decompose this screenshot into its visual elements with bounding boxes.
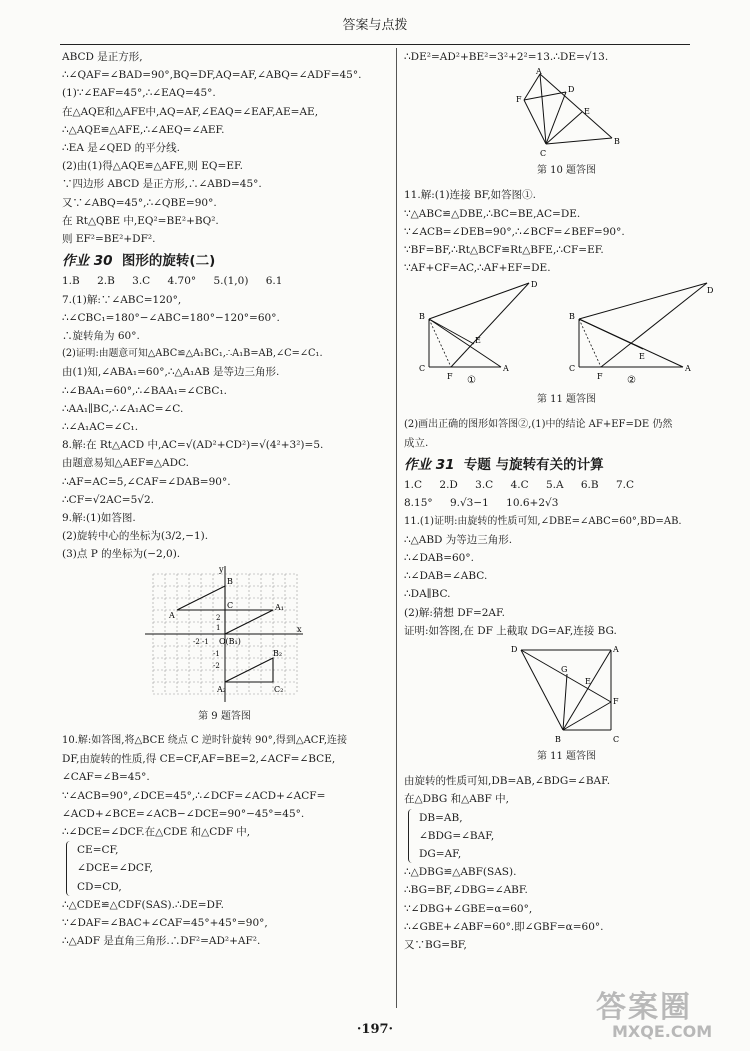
point-label: A₁ [274, 602, 284, 612]
brace-line: CD=CD, [77, 880, 122, 893]
brace-line: ∠DCE=∠DCF, [77, 862, 153, 875]
text-line: ∴BG=BF,∠DBG=∠ABF. [404, 884, 528, 897]
watermark-logo: 答案圈 [596, 990, 692, 1025]
text-line: ∴∠BAA₁=60°,∴∠BAA₁=∠CBC₁. [62, 384, 228, 397]
figure-caption: 第 11 题答图 [536, 751, 597, 763]
figure-9-grid [145, 566, 305, 706]
point-label: E [584, 677, 591, 687]
text-line: ∴∠DAB=60°. [404, 552, 474, 565]
point-label: E [474, 336, 481, 346]
text-line: ∴EA 是∠QED 的平分线. [62, 142, 180, 155]
text-line: ∵∠DAF=∠BAC+∠CAF=45°+45°=90°, [62, 916, 268, 929]
point-label: O(B₁) [218, 636, 241, 646]
tick-label: 1 [215, 623, 220, 632]
text-line: 10.解:如答图,将△BCE 绕点 C 逆时针旋转 90°,得到△ACF,连接 [62, 734, 348, 746]
point-label: D [706, 286, 713, 296]
text-line: 8.解:在 Rt△ACD 中,AC=√(AD²+CD²)=√(4²+3²)=5. [62, 439, 324, 452]
point-label: A [612, 645, 619, 655]
text-line: ∴△AQE≌△AFE,∴∠AEQ=∠AEF. [62, 123, 225, 136]
text-line: ∴△ABD 为等边三角形. [404, 533, 513, 546]
point-label: A [684, 364, 691, 374]
text-line: (2)画出正确的图形如答图②,(1)中的结论 AF+EF=DE 仍然 [404, 418, 673, 430]
text-line: ∴DA∥BC. [404, 588, 451, 601]
text-line: ∴△DBG≌△ABF(SAS). [404, 866, 517, 879]
text-line: (1)∵∠EAF=45°,∴∠EAQ=45°. [62, 87, 216, 100]
homework-title: 专题 与旋转有关的计算 [463, 457, 604, 474]
homework-label: 作业 30 [62, 253, 113, 270]
text-line: 由(1)知,∠ABA₁=60°,∴△A₁AB 是等边三角形. [62, 366, 280, 379]
page-header [60, 0, 690, 45]
equation-brace [66, 841, 387, 896]
point-label: D [567, 85, 574, 95]
point-label: C [418, 364, 425, 374]
point-label: F [515, 95, 522, 105]
point-label: A₂ [216, 684, 226, 694]
point-label: C [539, 149, 546, 159]
homework-30-heading [62, 252, 387, 270]
point-label: B [554, 735, 561, 745]
text-line: 成立. [404, 436, 429, 449]
text-line: (2)旋转中心的坐标为(3/2,−1). [62, 530, 209, 543]
text-line: ∴∠DCE=∠DCF.在△CDE 和△CDF 中, [62, 825, 251, 838]
homework-label: 作业 31 [404, 457, 455, 474]
text-line: ∴DE²=AD²+BE²=3²+2²=13.∴DE=√13. [404, 51, 609, 63]
point-label: F [446, 372, 453, 382]
tick-label: 2 [215, 613, 220, 622]
point-label: A [502, 364, 509, 374]
page-number: ·197· [356, 1022, 394, 1037]
text-line: DF,由旋转的性质,得 CE=CF,AF=BE=2,∠ACF=∠BCE, [62, 753, 336, 766]
text-line: 由旋转的性质可知,DB=AB,∠BDG=∠BAF. [404, 775, 611, 788]
text-line: ∴∠QAF=∠BAD=90°,BQ=DF,AQ=AF,∠ABQ=∠ADF=45°. [62, 69, 362, 82]
text-line: (3)点 P 的坐标为(−2,0). [62, 548, 181, 561]
text-line: ∵BF=BF,∴Rt△BCF≌Rt△BFE,∴CF=EF. [404, 244, 604, 257]
point-label: C [226, 600, 233, 610]
text-line: ∴∠DAB=∠ABC. [404, 570, 488, 583]
column-divider [396, 48, 397, 1008]
tick-label: -1 [212, 649, 220, 658]
text-line: ∴∠A₁AC=∠C₁. [62, 421, 139, 434]
figure-11-special [507, 642, 627, 746]
figure-caption: 第 9 题答图 [198, 710, 251, 722]
point-label: B [226, 576, 233, 586]
text-line: ∵∠ACB=90°,∠DCE=45°,∴∠DCF=∠ACD+∠ACF= [62, 789, 326, 802]
text-line: ∠CAF=∠B=45°. [62, 771, 150, 784]
text-line: (2)证明:由题意可知△ABC≌△A₁BC₁,∴A₁B=AB,∠C=∠C₁. [62, 348, 323, 360]
answer-row: 8.15° 9.√3−1 10.6+2√3 [404, 497, 559, 510]
text-line: 证明:如答图,在 DF 上截取 DG=AF,连接 BG. [404, 624, 617, 637]
text-line: ∴旋转角为 60°. [62, 330, 140, 343]
brace-line: CE=CF, [77, 844, 119, 857]
point-label: C [612, 735, 619, 745]
point-label: B [568, 312, 575, 322]
text-line: 由题意易知△AEF≌△ADC. [62, 457, 189, 470]
point-label: G [560, 665, 567, 675]
answer-row: 1.C 2.D 3.C 4.C 5.A 6.B 7.C [404, 479, 635, 492]
point-label: C [568, 364, 575, 374]
left-column [62, 48, 387, 950]
point-label: F [596, 372, 603, 382]
text-line: ∵∠DBG+∠GBE=α=60°, [404, 902, 533, 915]
text-line: ∵AF+CF=AC,∴AF+EF=DE. [404, 262, 551, 275]
axis-label: y [218, 565, 224, 574]
text-line: ∵四边形 ABCD 是正方形,∴∠ABD=45°. [62, 178, 262, 191]
text-line: ∠ACD+∠BCE=∠ACB−∠DCE=90°−45°=45°. [62, 807, 305, 820]
text-line: ∴∠GBE+∠ABF=60°.即∠GBF=α=60°. [404, 920, 604, 933]
text-line: 9.解:(1)如答图. [62, 512, 136, 525]
axis-label: x [296, 624, 302, 634]
point-label: A [168, 610, 175, 620]
answer-row: 1.B 2.B 3.C 4.70° 5.(1,0) 6.1 [62, 275, 283, 288]
homework-31-heading [404, 456, 729, 474]
text-line: ∴AA₁∥BC,∴∠A₁AC=∠C. [62, 402, 184, 415]
point-label: E [638, 352, 645, 362]
brace-line: DG=AF, [419, 848, 462, 861]
equation-brace [408, 809, 729, 864]
text-line: ∴△ADF 是直角三角形.∴DF²=AD²+AF². [62, 935, 261, 948]
right-column [404, 48, 729, 954]
text-line: ∴∠CBC₁=180°−∠ABC=180°−120°=60°. [62, 311, 280, 324]
text-line: 在△AQE和△AFE中,AQ=AF,∠EAQ=∠EAF,AE=AE, [62, 105, 319, 118]
homework-title: 图形的旋转(二) [121, 253, 216, 270]
point-label: B₂ [272, 648, 282, 658]
text-line: 11.(1)证明:由旋转的性质可知,∠DBE=∠ABC=60°,BD=AB. [404, 515, 682, 527]
tick-label: -2 [212, 661, 220, 670]
point-label: F [612, 697, 619, 707]
text-line: ∴AF=AC=5,∠CAF=∠DAB=90°. [62, 475, 231, 488]
text-line: ∴CF=√2AC=5√2. [62, 493, 154, 506]
text-line: ∴△CDE≌△CDF(SAS).∴DE=DF. [62, 898, 224, 911]
figure-number: ① [466, 375, 476, 387]
brace-line: DB=AB, [419, 811, 463, 824]
header-title: 答案与点拨 [342, 18, 408, 33]
text-line: 11.解:(1)连接 BF,如答图①. [404, 189, 536, 202]
point-label: A [535, 68, 542, 77]
text-line: 在△DBG 和△ABF 中, [404, 793, 509, 806]
text-line: 又∵∠ABQ=45°,∴∠QBE=90°. [62, 196, 217, 209]
point-label: B [613, 137, 620, 147]
point-label: D [530, 280, 537, 290]
figure-caption: 第 11 题答图 [536, 394, 597, 406]
figure-number: ② [626, 375, 636, 387]
text-line: 则 EF²=BE²+DF². [62, 233, 156, 246]
point-label: B [418, 312, 425, 322]
text-line: 在 Rt△QBE 中,EQ²=BE²+BQ². [62, 214, 219, 227]
text-line: 又∵BG=BF, [404, 939, 467, 952]
point-label: C₂ [273, 684, 283, 694]
text-line: 7.(1)解:∵∠ABC=120°, [62, 293, 182, 306]
figure-11-pair [417, 279, 717, 389]
point-label: E [583, 107, 590, 117]
brace-line: ∠BDG=∠BAF, [419, 829, 495, 842]
text-line: ∵∠ACB=∠DEB=90°,∴∠BCF=∠BEF=90°. [404, 225, 625, 238]
text-line: (2)由(1)得△AQE≌△AFE,则 EQ=EF. [62, 160, 243, 173]
tick-label: -2 -1 [192, 637, 209, 646]
point-label: D [510, 645, 517, 655]
watermark-url: MXQE.COM [612, 1022, 713, 1041]
text-line: (2)解:猜想 DF=2AF. [404, 606, 506, 619]
figure-caption: 第 10 题答图 [536, 165, 597, 177]
text-line: ∵△ABC≌△DBE,∴BC=BE,AC=DE. [404, 207, 581, 220]
figure-10 [512, 68, 622, 160]
text-line: ABCD 是正方形, [62, 51, 143, 63]
